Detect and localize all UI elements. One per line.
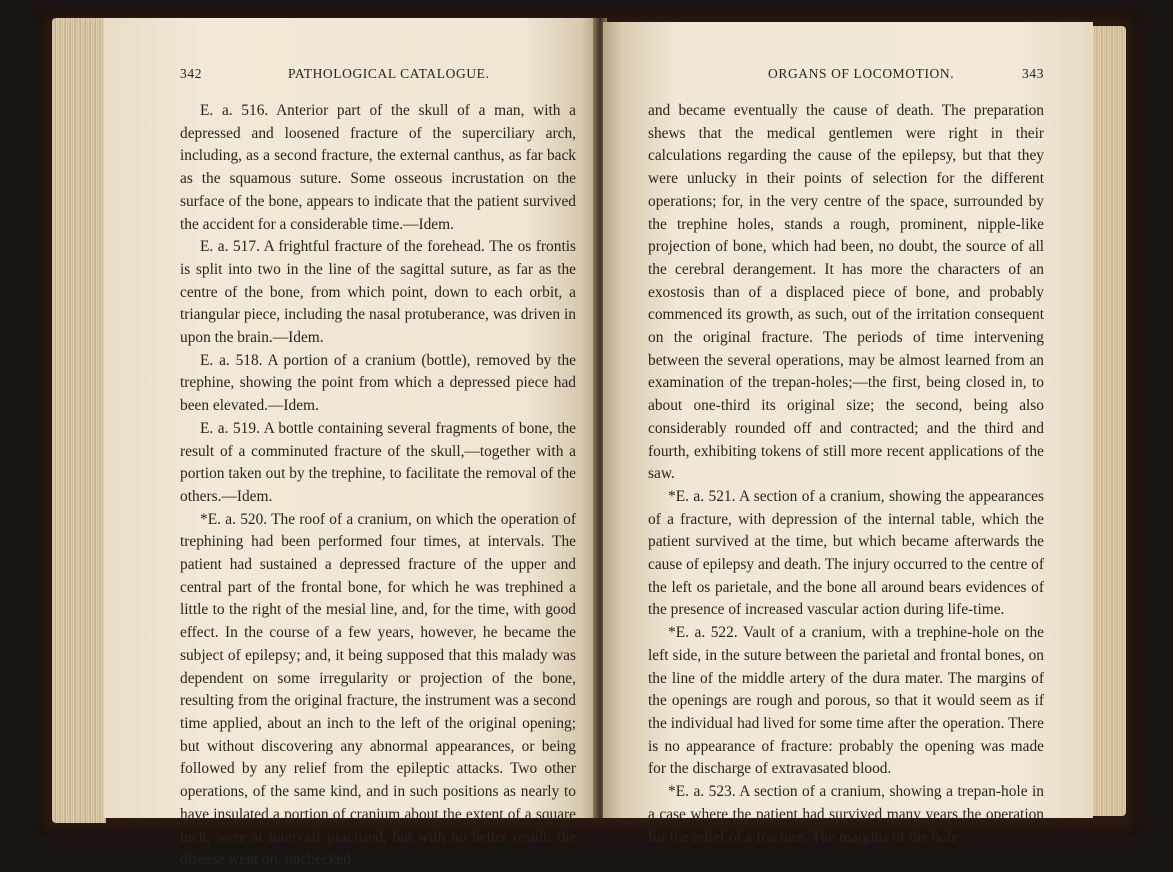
left-running-title: PATHOLOGICAL CATALOGUE. — [288, 66, 490, 81]
paragraph-523: *E. a. 523. A section of a cranium, showing a trepan-hole in a case where the patient had survived many years the operation for the relief of a fracture. The margins of the hole — [648, 783, 1044, 846]
paragraph-521: *E. a. 521. A section of a cranium, showing the appearances of a fracture, with depression of the internal table, which the patient survived at the time, but which became afterwards the cause of epilepsy and death. The injury occurred to the centre of the left os parietale, and the bone all around bears evidences of the presence of increased vascular action during life-time. — [648, 487, 1044, 619]
right-page-body — [648, 100, 1044, 849]
right-running-title: ORGANS OF LOCOMOTION. — [768, 66, 955, 81]
paragraph-522: *E. a. 522. Vault of a cranium, with a trephine-hole on the left side, in the suture between the parietal and frontal bones, on the line of the middle artery of the dura mater. The margins of the openings are rough and porous, so that it would seem as if the individual had lived for some time after the operation. There is no appearance of fracture: probably the opening was made for the discharge of extravasated blood. — [648, 624, 1044, 778]
paragraph-517: E. a. 517. A frightful fracture of the forehead. The os frontis is split into two in the line of the sagittal suture, as far as the centre of the bone, from which point, down to each orbit, a triangular piece, including the nasal protuberance, was driven in upon the brain.—Idem. — [180, 238, 576, 347]
left-page-number: 342 — [180, 66, 203, 81]
paragraph-516: E. a. 516. Anterior part of the skull of a man, with a depressed and loosened fracture of the superciliary arch, including, as a second fracture, the external canthus, as far back as the squamous suture. Some osseous incrustation on the surface of the bone, appears to indicate that the patient survived the accident for a considerable time.—Idem. — [180, 102, 576, 233]
paragraph-520-continued: and became eventually the cause of death. The preparation shews that the medical gentlemen were right in their calculations regarding the cause of the epilepsy, but that they were unlucky in their points of selection for the different operations; for, in the very centre of the space, surrounded by the trephine holes, stands a rough, prominent, nipple-like projection of bone, which had been, no doubt, the source of all the cerebral derangement. It has more the characters of an exostosis than of a displaced piece of bone, and probably commenced its growth, as such, out of the irritation consequent on the original fracture. The periods of time intervening between the several operations, may be almost learned from an examination of the trepan-holes;—the first, being closed in, to about one-third its original size; the second, being also considerably rounded off and contracted; and the third and fourth, exhibiting tokens of still more recent applications of the saw. — [648, 102, 1044, 483]
left-page-edges — [52, 18, 106, 823]
paragraph-519: E. a. 519. A bottle containing several fragments of bone, the result of a comminuted fracture of the skull,—together with a portion taken out by the trephine, to facilitate the removal of the others.—Idem. — [180, 419, 576, 505]
paragraph-520: *E. a. 520. The roof of a cranium, on which the operation of trephining had been performed four times, at intervals. The patient had sustained a depressed fracture of the upper and central part of the frontal bone, for which he was trephined a little to the right of the mesial line, and, for the time, with good effect. In the course of a few years, however, he became the subject of epilepsy; and, it being supposed that this malady was dependent on some irregularity or projection of the bone, resulting from the original fracture, the instrument was a second time applied, about an inch to the left of the original opening; but without discovering any abnormal appearances, or being followed by any relief from the epileptic attacks. Two other operations, of the same kind, and in such positions as nearly to have insulated a portion of cranium about the extent of a square inch, were at intervals practised, but with no better result: the disease went on, unchecked, — [180, 510, 576, 869]
right-page-number: 343 — [1022, 66, 1045, 81]
left-page-body — [180, 100, 576, 872]
right-page-edges — [1090, 26, 1126, 816]
paragraph-518: E. a. 518. A portion of a cranium (bottle), removed by the trephine, showing the point from which a depressed piece had been elevated.—Idem. — [180, 351, 576, 415]
